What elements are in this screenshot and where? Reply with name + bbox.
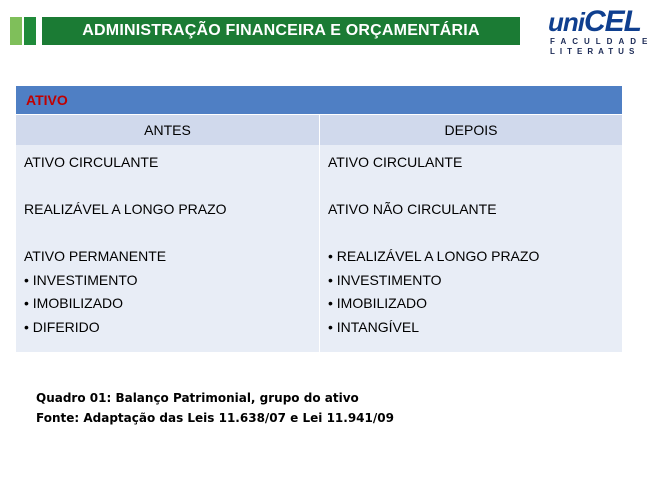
column-header-antes: ANTES bbox=[144, 122, 191, 138]
body-divider bbox=[319, 145, 320, 352]
decor-square-light bbox=[10, 17, 22, 45]
depois-line: • IMOBILIZADO bbox=[328, 295, 428, 311]
depois-line: • INVESTIMENTO bbox=[328, 271, 442, 288]
antes-line: • INVESTIMENTO bbox=[24, 271, 138, 288]
antes-line: • IMOBILIZADO bbox=[24, 295, 124, 311]
depois-line: • INTANGÍVEL bbox=[328, 318, 419, 335]
antes-cell bbox=[24, 151, 227, 339]
antes-line: ATIVO PERMANENTE bbox=[24, 248, 167, 264]
unicel-logo bbox=[548, 5, 653, 56]
table-caption bbox=[36, 388, 394, 428]
caption-source: Fonte: Adaptação das Leis 11.638/07 e Lei 11.941/09 bbox=[36, 411, 394, 425]
section-title: ATIVO bbox=[26, 92, 68, 108]
table-section-row bbox=[16, 86, 622, 114]
column-header-depois: DEPOIS bbox=[444, 122, 498, 138]
logo-tag-literatus: LITERATUS bbox=[550, 47, 640, 56]
slide-header bbox=[0, 0, 653, 56]
table-header-row bbox=[16, 114, 622, 145]
antes-line: • DIFERIDO bbox=[24, 318, 100, 335]
table-body-row bbox=[16, 145, 622, 352]
antes-line: ATIVO CIRCULANTE bbox=[24, 154, 159, 170]
antes-line: REALIZÁVEL A LONGO PRAZO bbox=[24, 201, 227, 217]
depois-line: • REALIZÁVEL A LONGO PRAZO bbox=[328, 248, 540, 264]
decor-square-dark bbox=[24, 17, 36, 45]
depois-line: ATIVO NÃO CIRCULANTE bbox=[328, 201, 497, 217]
depois-cell bbox=[328, 151, 539, 339]
logo-tag-faculdade: FACULDADE bbox=[550, 37, 653, 46]
slide-title: ADMINISTRAÇÃO FINANCEIRA E ORÇAMENTÁRIA bbox=[42, 17, 520, 45]
caption-title: Quadro 01: Balanço Patrimonial, grupo do ativo bbox=[36, 391, 359, 405]
depois-line: ATIVO CIRCULANTE bbox=[328, 154, 463, 170]
logo-wordmark: uniCEL bbox=[548, 5, 641, 38]
